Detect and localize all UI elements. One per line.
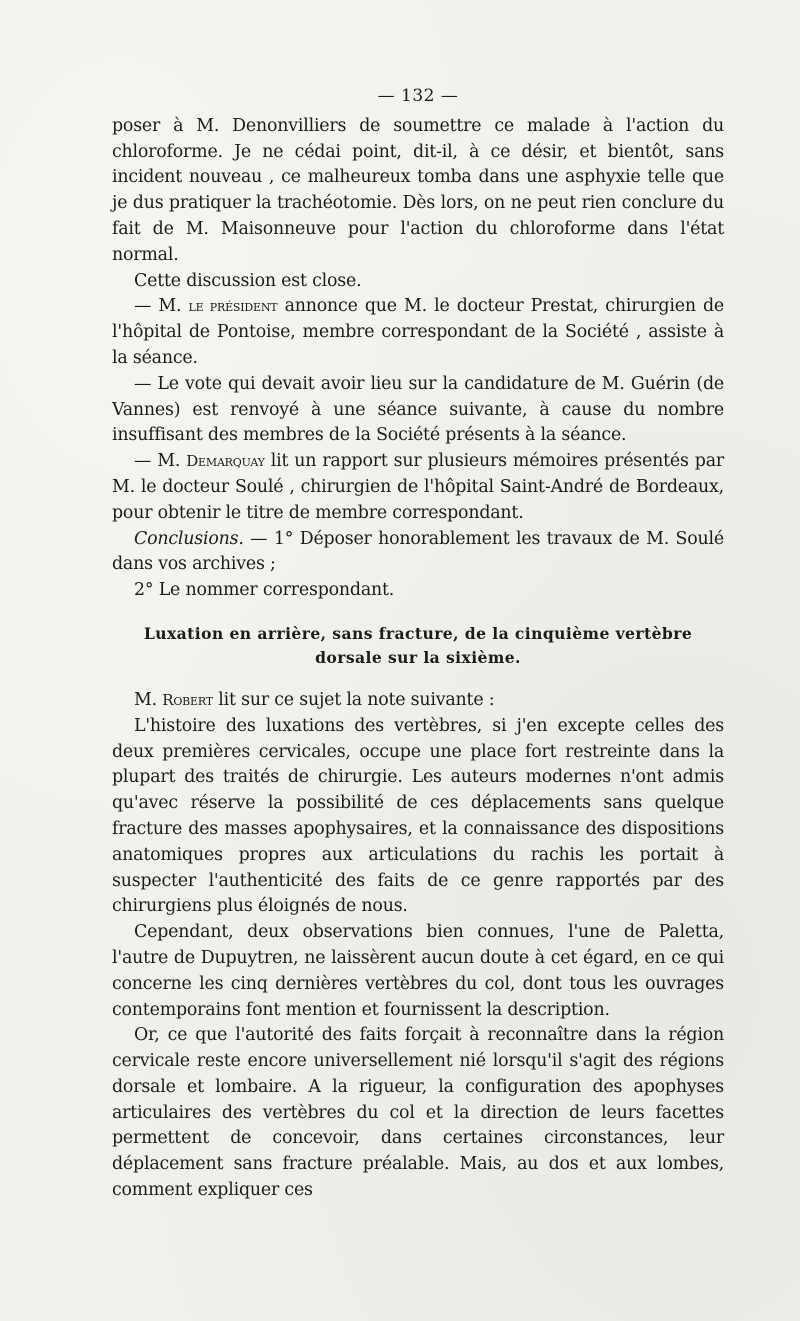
robert-smallcaps: Robert bbox=[162, 690, 213, 709]
president-smallcaps: le président bbox=[188, 297, 278, 316]
section-heading-line2: dorsale sur la sixième. bbox=[315, 647, 521, 667]
paragraph-demarquay bbox=[112, 449, 724, 526]
paragraph-conclusions bbox=[112, 527, 724, 579]
conclusions-rest: — 1° Déposer honorablement les travaux de M. Soulé dans vos archives ; bbox=[112, 528, 724, 575]
paragraph-nominate: 2° Le nommer correspondant. bbox=[134, 580, 395, 601]
president-rest: annonce que M. le docteur Prestat, chirurgien de l'hôpital de Pontoise, membre correspondant de la Société , assiste à la séance. bbox=[112, 296, 725, 368]
paragraph-vote: — Le vote qui devait avoir lieu sur la candidature de M. Guérin (de Vannes) est renvoyé à une séance suivante, à cause du nombre insuffisant des membres de la Société présents à la séance. bbox=[112, 373, 724, 446]
paragraph-robert bbox=[112, 688, 724, 714]
demarquay-smallcaps: Demarquay bbox=[186, 452, 265, 471]
page-number: — 132 — bbox=[377, 86, 459, 106]
demarquay-lead: — M. bbox=[134, 451, 187, 472]
paragraph-history: L'histoire des luxations des vertèbres, si j'en excepte celles des deux premières cervicales, occupe une place fort restreinte dans la plupart des traités de chirurgie. Les auteurs modernes n'ont admis qu'avec réserve la possibilité de ces déplacements sans quelque fracture des masses apophysaires, et la connaissance des dispositions anatomiques propres aux articulations du rachis les portait à suspecter l'authenticité des faits de ce genre rapportés par des chirurgiens plus éloignés de nous. bbox=[112, 715, 724, 917]
section-heading bbox=[112, 622, 724, 670]
robert-rest: lit sur ce sujet la note suivante : bbox=[212, 689, 495, 710]
text-block bbox=[112, 84, 724, 1204]
robert-lead: M. bbox=[134, 689, 163, 710]
paragraph-president bbox=[112, 294, 724, 371]
paragraph-chloroform: poser à M. Denonvilliers de soumettre ce malade à l'action du chloroforme. Je ne cédai point, dit-il, à ce désir, et bientôt, sans incident nouveau , ce malheureux tomba dans une asphyxie telle que je dus pratiquer la trachéotomie. Dès lors, on ne peut rien conclure du fait de M. Maisonneuve pour l'action du chloroforme dans l'état normal. bbox=[112, 115, 724, 265]
president-lead: — M. bbox=[134, 296, 189, 317]
conclusions-label: Conclusions. bbox=[134, 528, 244, 549]
paragraph-or: Or, ce que l'autorité des faits forçait à reconnaître dans la région cervicale reste encore universellement nié lorsqu'il s'agit des régions dorsale et lombaire. A la rigueur, la configuration des apophyses articulaires des vertèbres du col et la direction de leurs facettes permettent de concevoir, dans certaines circonstances, leur déplacement sans fracture préalable. Mais, au dos et aux lombes, comment expliquer ces bbox=[112, 1025, 724, 1201]
paragraph-cependant: Cependant, deux observations bien connues, l'une de Paletta, l'autre de Dupuytren, ne laissèrent aucun doute à cet égard, en ce qui concerne les cinq dernières vertèbres du col, dont tous les ouvrages contemporains font mention et fournissent la description. bbox=[112, 922, 724, 1020]
demarquay-rest: lit un rapport sur plusieurs mémoires présentés par M. le docteur Soulé , chirurgien de l'hôpital Saint-André de Bordeaux, pour obtenir le titre de membre correspondant. bbox=[112, 451, 724, 523]
spacer bbox=[112, 604, 724, 622]
paragraph-discussion-closed: Cette discussion est close. bbox=[134, 270, 362, 291]
section-heading-line1: Luxation en arrière, sans fracture, de la cinquième vertèbre bbox=[143, 623, 693, 643]
